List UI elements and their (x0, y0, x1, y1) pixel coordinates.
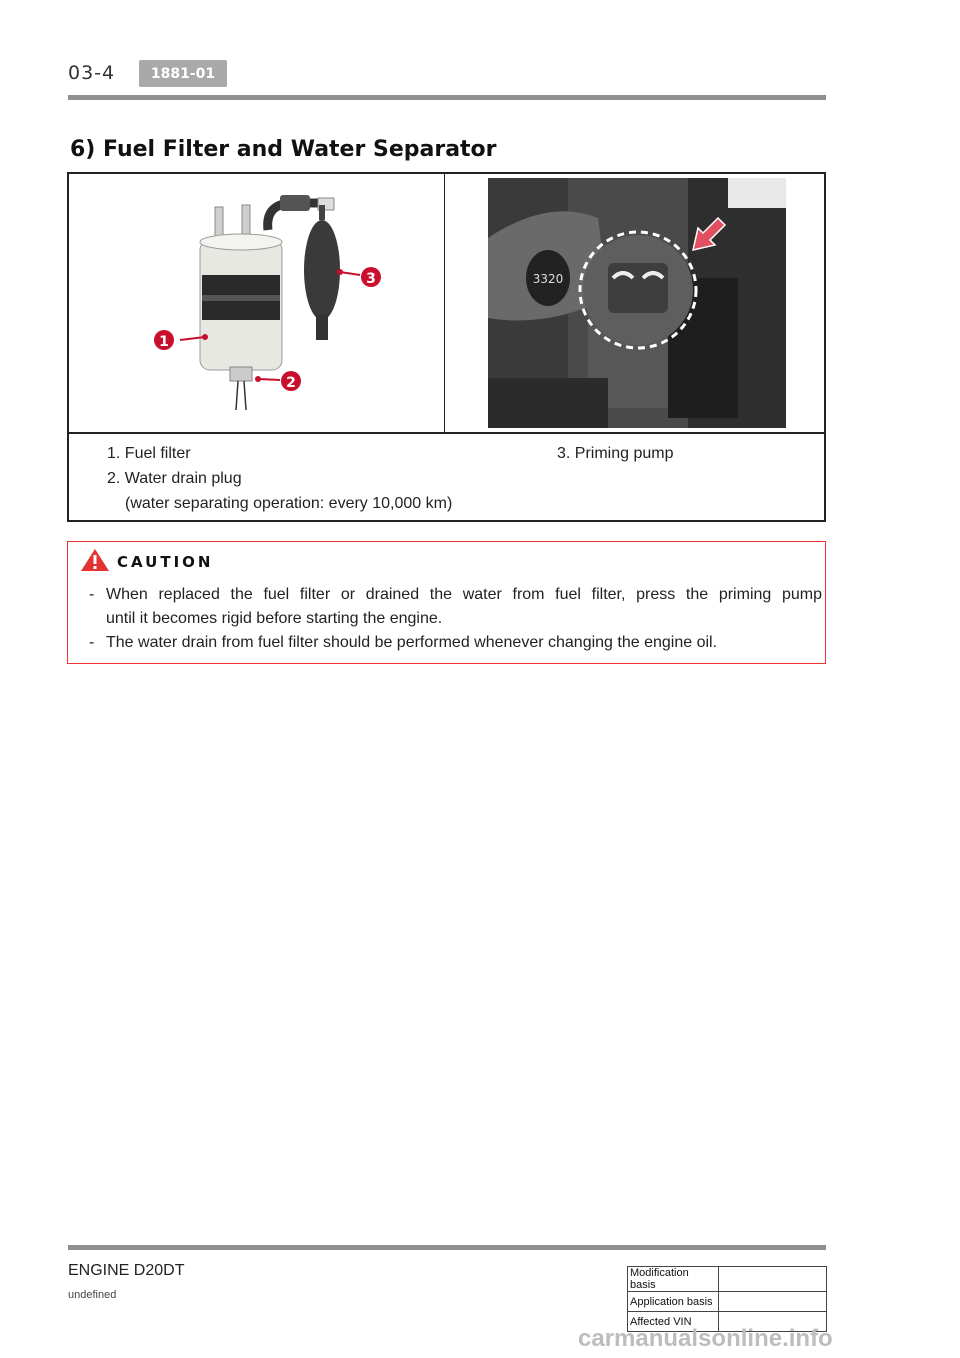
affected-vin-label: Affected VIN (628, 1312, 719, 1332)
engine-bay-photo (488, 178, 786, 428)
modification-basis-value (719, 1267, 827, 1292)
footer-subtitle: undefined (68, 1289, 117, 1301)
callout-2-label: 2 (286, 375, 296, 391)
revision-info-table (627, 1266, 827, 1332)
part-priming-pump: 3. Priming pump (557, 445, 674, 462)
footer-title: ENGINE D20DT (68, 1262, 185, 1279)
callout-3-label: 3 (366, 271, 376, 287)
application-basis-value (719, 1292, 827, 1312)
fuel-filter-illustration (150, 195, 390, 420)
caution-bullet-1: When replaced the fuel filter or drained the water from fuel filter, press the priming pump (106, 586, 822, 603)
engine-photo-label: 3320 (532, 272, 564, 286)
caution-title: CAUTION (117, 553, 214, 571)
section-title: 6) Fuel Filter and Water Separator (70, 137, 497, 162)
caution-bullet-1-continued: until it becomes rigid before starting the engine. (106, 610, 443, 627)
figure-divider-vertical (444, 172, 445, 433)
page-number: 03-4 (68, 62, 116, 84)
part-water-drain-note: (water separating operation: every 10,000 km) (125, 495, 453, 512)
footer-rule (68, 1245, 826, 1250)
warning-triangle-icon (80, 548, 110, 572)
bullet-dash: - (89, 634, 95, 651)
part-water-drain-plug: 2. Water drain plug (107, 470, 242, 487)
bullet-dash: - (89, 586, 95, 603)
callout-1-label: 1 (159, 334, 169, 350)
part-fuel-filter: 1. Fuel filter (107, 445, 191, 462)
section-code-badge: 1881-01 (139, 60, 227, 87)
watermark: carmanualsonline.info (578, 1325, 833, 1352)
modification-basis-label: Modification basis (628, 1267, 719, 1292)
caution-bullet-2: The water drain from fuel filter should be performed whenever changing the engine oil. (106, 634, 718, 651)
figure-divider-horizontal (67, 432, 826, 434)
application-basis-label: Application basis (628, 1292, 719, 1312)
header-rule (68, 95, 826, 100)
